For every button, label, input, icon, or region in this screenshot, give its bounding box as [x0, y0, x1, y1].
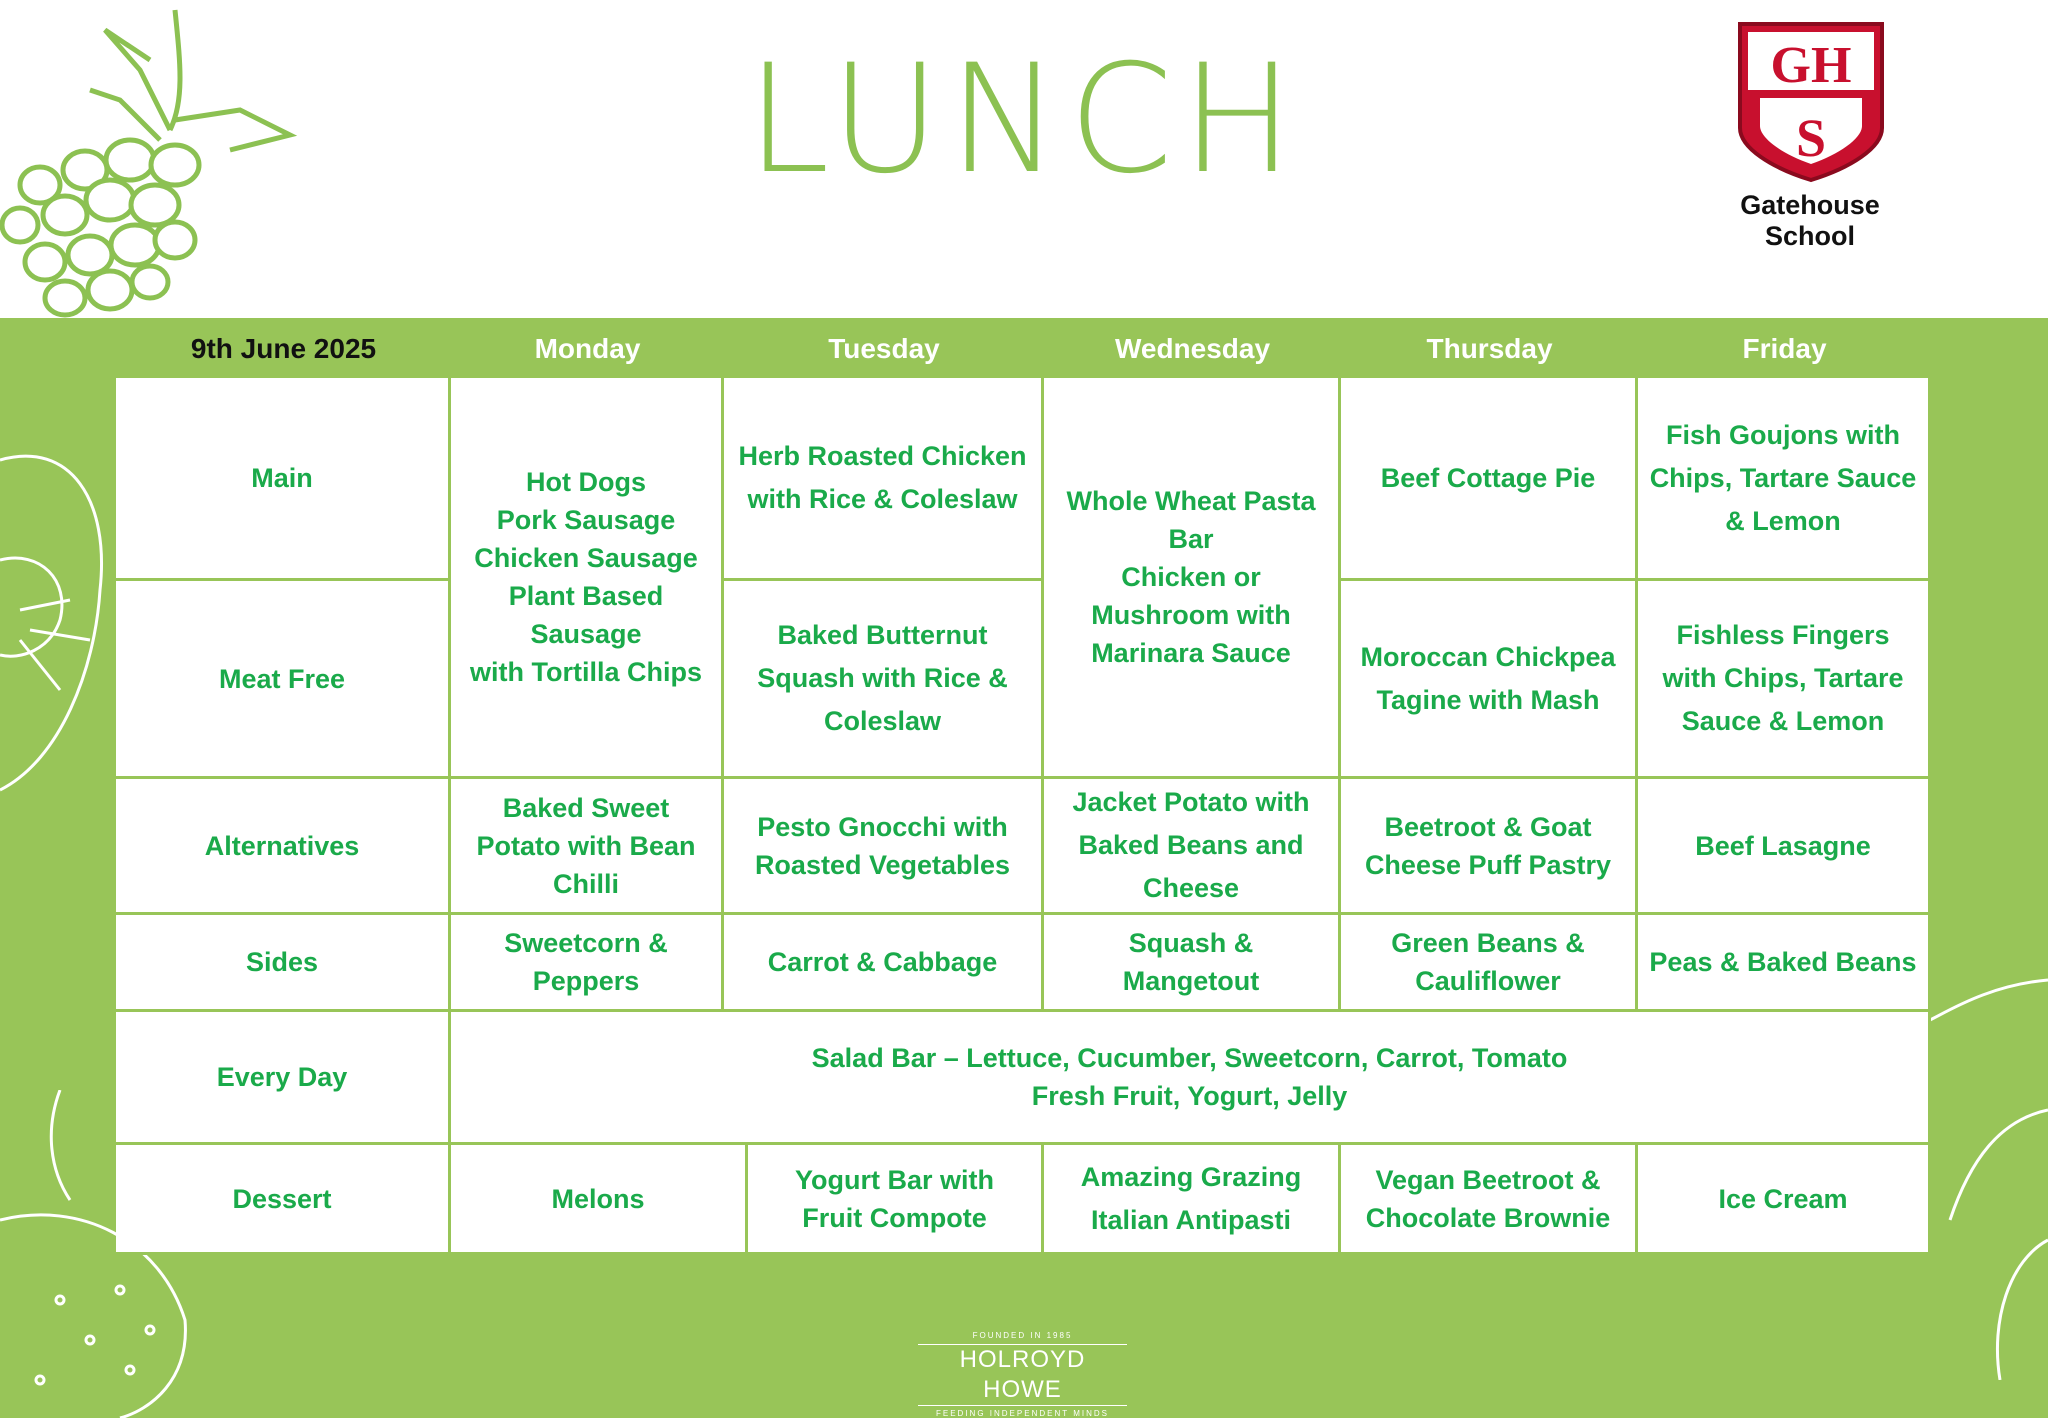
school-crest-icon — [1700, 20, 1920, 185]
friday-sides: Peas & Baked Beans — [1638, 915, 1931, 1012]
row-label-dessert: Dessert — [116, 1145, 451, 1255]
day-header-tuesday: Tuesday — [828, 333, 940, 364]
monday-sides: Sweetcorn & Peppers — [451, 915, 724, 1012]
thursday-dessert: Vegan Beetroot & Chocolate Brownie — [1341, 1145, 1638, 1255]
wednesday-main-meat-free: Whole Wheat Pasta Bar Chicken or Mushroom with Marinara Sauce — [1044, 378, 1341, 779]
tuesday-main: Herb Roasted Chicken with Rice & Coleslaw — [724, 378, 1044, 581]
monday-dessert: Melons — [451, 1145, 748, 1255]
caterer-tagline-bottom: FEEDING INDEPENDENT MINDS — [936, 1409, 1109, 1418]
friday-main: Fish Goujons with Chips, Tartare Sauce & Lemon — [1638, 378, 1931, 581]
page-title: LUNCH — [746, 33, 1302, 207]
every-day-items: Salad Bar – Lettuce, Cucumber, Sweetcorn, Carrot, Tomato Fresh Fruit, Yogurt, Jelly — [451, 1012, 1931, 1145]
tuesday-dessert: Yogurt Bar with Fruit Compote — [748, 1145, 1044, 1255]
leaf-sketch — [1930, 960, 2048, 1380]
tuesday-sides: Carrot & Cabbage — [724, 915, 1044, 1012]
wednesday-sides: Squash & Mangetout — [1044, 915, 1341, 1012]
day-header-friday: Friday — [1742, 333, 1827, 364]
monday-alternatives: Baked Sweet Potato with Bean Chilli — [451, 779, 724, 915]
tuesday-alternatives: Pesto Gnocchi with Roasted Vegetables — [724, 779, 1044, 915]
caterer-tagline-top: FOUNDED IN 1985 — [972, 1331, 1073, 1340]
friday-meat-free: Fishless Fingers with Chips, Tartare Sauce & Lemon — [1638, 581, 1931, 779]
row-label-alternatives: Alternatives — [116, 779, 451, 915]
tomato-sketch — [0, 440, 120, 810]
crest-initials-bottom: S — [1795, 108, 1827, 168]
thursday-main: Beef Cottage Pie — [1341, 378, 1638, 581]
caterer-logo — [900, 1330, 1145, 1420]
friday-dessert: Ice Cream — [1638, 1145, 1931, 1255]
day-header-monday: Monday — [534, 333, 641, 364]
row-label-sides: Sides — [116, 915, 451, 1012]
crest-initials-top: GH — [1770, 37, 1852, 94]
day-header-wednesday: Wednesday — [1114, 333, 1271, 364]
thursday-alternatives: Beetroot & Goat Cheese Puff Pastry — [1341, 779, 1638, 915]
row-label-meat-free: Meat Free — [116, 581, 451, 779]
caterer-brand: HOLROYD HOWE — [918, 1344, 1127, 1406]
menu-table — [116, 378, 1931, 1255]
monday-main-meat-free: Hot Dogs Pork Sausage Chicken Sausage Plant Based Sausage with Tortilla Chips — [451, 378, 724, 779]
day-header-thursday: Thursday — [1426, 333, 1553, 364]
wednesday-alternatives: Jacket Potato with Baked Beans and Cheese — [1044, 779, 1341, 915]
friday-alternatives: Beef Lasagne — [1638, 779, 1931, 915]
tuesday-meat-free: Baked Butternut Squash with Rice & Coleslaw — [724, 581, 1044, 779]
row-label-every-day: Every Day — [116, 1012, 451, 1145]
thursday-meat-free: Moroccan Chickpea Tagine with Mash — [1341, 581, 1638, 779]
wednesday-dessert: Amazing Grazing Italian Antipasti — [1044, 1145, 1341, 1255]
row-label-main: Main — [116, 378, 451, 581]
school-name: Gatehouse School — [1740, 190, 1880, 251]
week-date: 9th June 2025 — [190, 333, 377, 364]
thursday-sides: Green Beans & Cauliflower — [1341, 915, 1638, 1012]
school-logo — [1700, 20, 1920, 251]
